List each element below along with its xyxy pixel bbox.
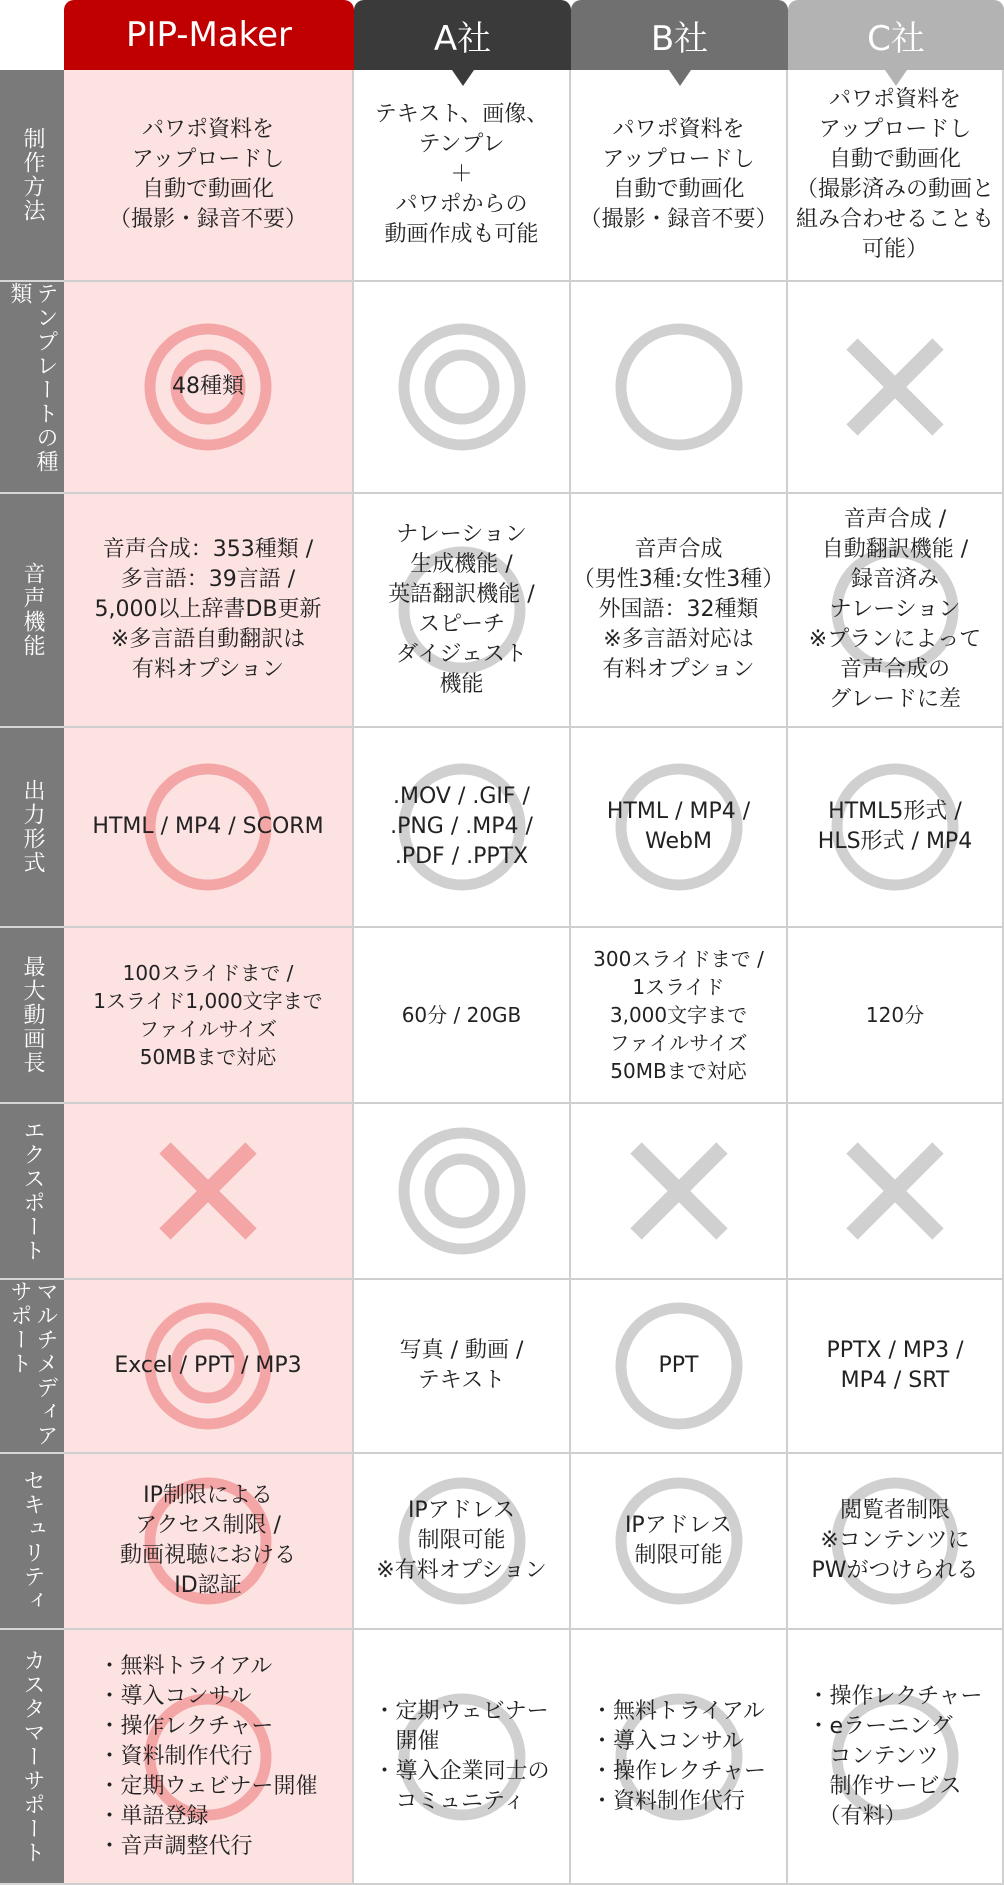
- row-label-text: 音声機能: [20, 562, 45, 658]
- cell-b: [571, 494, 788, 728]
- cell-text: ・無料トライアル ・導入コンサル ・操作レクチャー ・資料制作代行 ・定期ウェビナー開催 ・単語登録 ・音声調整代行: [98, 1653, 318, 1859]
- cell-text: 100スライドまで / 1スライド1,000文字まで ファイルサイズ 50MBまで対応: [93, 961, 323, 1069]
- cross-icon: [830, 1126, 960, 1256]
- double-circle-icon: [397, 322, 527, 452]
- header-pip-maker: [64, 0, 354, 70]
- cell-text: HTML / MP4 / WebM: [606, 799, 751, 854]
- header-label: A社: [433, 18, 492, 59]
- cell-a: [354, 1104, 571, 1280]
- cell-text: パワポ資料を アップロードし 自動で動画化 （撮影・録音不要）: [579, 117, 778, 232]
- cell-b: [571, 728, 788, 928]
- cell-text: 音声合成 / 自動翻訳機能 / 録音済み ナレーション ※プランによって 音声合成の グレードに差: [808, 507, 982, 712]
- cell-b: [571, 70, 788, 282]
- cell-a: [354, 70, 571, 282]
- cell-text: IPアドレス 制限可能 ※有料オプション: [376, 1498, 547, 1583]
- double-circle-icon: [397, 1126, 527, 1256]
- row-label-text: 出力形式: [20, 779, 45, 875]
- cell-text: テキスト、画像、 テンプレ ＋ パワポからの 動画作成も可能: [374, 102, 549, 247]
- row-label-text: 制作方法: [20, 127, 45, 223]
- circle-icon: [614, 322, 744, 452]
- cell-text: ナレーション 生成機能 / 英語翻訳機能 / スピーチ ダイジェスト 機能: [388, 522, 535, 697]
- cell-text: 写真 / 動画 / テキスト: [399, 1338, 524, 1393]
- row-label: [0, 494, 64, 728]
- cell-text: 音声合成 （男性3種:女性3種） 外国語：32種類 ※多言語対応は 有料オプション: [572, 537, 785, 682]
- row-label-text: カスタマーサポート: [20, 1648, 45, 1865]
- cell-text: 音声合成：353種類 / 多言語：39言語 / 5,000以上辞書DB更新 ※多言語自動翻訳は 有料オプション: [94, 537, 322, 682]
- cell-text: .MOV / .GIF / .PNG / .MP4 / .PDF / .PPTX: [390, 784, 533, 869]
- row-label: [0, 1454, 64, 1630]
- row-label-text: テンプレートの種類: [7, 282, 58, 474]
- header-label: PIP-Maker: [125, 15, 293, 55]
- row-label: [0, 728, 64, 928]
- cell-c: [788, 494, 1004, 728]
- cell-text: 60分 / 20GB: [401, 1003, 522, 1027]
- cell-pip: [64, 1104, 354, 1280]
- row-label: [0, 70, 64, 282]
- cell-text: Excel / PPT / MP3: [114, 1353, 302, 1378]
- header-company-c: [788, 0, 1004, 70]
- row-label-text: エクスポート: [20, 1119, 45, 1263]
- row-label: [0, 1630, 64, 1885]
- cell-b: [571, 928, 788, 1104]
- cell-a: [354, 728, 571, 928]
- cell-text: IPアドレス 制限可能: [624, 1513, 733, 1568]
- cell-text: PPTX / MP3 / MP4 / SRT: [826, 1338, 964, 1393]
- cross-icon: [830, 322, 960, 452]
- cell-text: ・定期ウェビナー 開催 ・導入企業同士の コミュニティ: [373, 1698, 550, 1814]
- cell-pip: [64, 494, 354, 728]
- cell-c: [788, 928, 1004, 1104]
- cross-icon: [614, 1126, 744, 1256]
- cell-a: [354, 928, 571, 1104]
- cell-b: [571, 1104, 788, 1280]
- cell-a: [354, 1454, 571, 1630]
- cell-c: [788, 1630, 1004, 1885]
- cell-text: ・無料トライアル ・導入コンサル ・操作レクチャー ・資料制作代行: [591, 1698, 766, 1814]
- cross-icon: [143, 1126, 273, 1256]
- header-company-b: [571, 0, 788, 70]
- cell-pip: [64, 70, 354, 282]
- cell-text: パワポ資料を アップロードし 自動で動画化 （撮影・録音不要）: [108, 117, 307, 232]
- cell-c: [788, 70, 1004, 282]
- cell-text: パワポ資料を アップロードし 自動で動画化 （撮影済みの動画と 組み合わせることも 可能）: [795, 87, 994, 262]
- cell-pip: [64, 282, 354, 494]
- row-label: [0, 1104, 64, 1280]
- cell-text: HTML5形式 / HLS形式 / MP4: [817, 799, 973, 854]
- cell-a: [354, 282, 571, 494]
- cell-c: [788, 282, 1004, 494]
- cell-text: 閲覧者制限 ※コンテンツに PWがつけられる: [811, 1498, 979, 1583]
- cell-text: 48種類: [172, 374, 244, 399]
- cell-a: [354, 1280, 571, 1454]
- row-label: [0, 1280, 64, 1454]
- cell-text: PPT: [658, 1353, 699, 1378]
- cell-text: ・操作レクチャー ・eラーニング コンテンツ 制作サービス （有料）: [807, 1683, 983, 1829]
- cell-a: [354, 494, 571, 728]
- cell-pip: [64, 728, 354, 928]
- cell-text: IP制限による アクセス制限 / 動画視聴における ID認証: [119, 1483, 296, 1598]
- cell-b: [571, 1630, 788, 1885]
- row-label: [0, 282, 64, 494]
- header-company-a: [354, 0, 571, 70]
- cell-pip: [64, 1280, 354, 1454]
- header-label: B社: [650, 18, 709, 59]
- cell-text: 120分: [865, 1003, 925, 1027]
- cell-pip: [64, 1630, 354, 1885]
- cell-b: [571, 282, 788, 494]
- cell-c: [788, 1104, 1004, 1280]
- cell-c: [788, 728, 1004, 928]
- cell-a: [354, 1630, 571, 1885]
- cell-text: 300スライドまで / 1スライド 3,000文字まで ファイルサイズ 50MBまで対応: [593, 947, 764, 1083]
- header-label: C社: [867, 18, 925, 59]
- cell-pip: [64, 928, 354, 1104]
- row-label-text: セキュリティ: [20, 1469, 45, 1613]
- cell-b: [571, 1454, 788, 1630]
- cell-b: [571, 1280, 788, 1454]
- row-label-text: 最大動画長: [20, 955, 45, 1075]
- row-label: [0, 928, 64, 1104]
- cell-c: [788, 1454, 1004, 1630]
- cell-pip: [64, 1454, 354, 1630]
- cell-c: [788, 1280, 1004, 1454]
- cell-text: HTML / MP4 / SCORM: [92, 814, 324, 839]
- row-label-text: マルチメディアサポート: [7, 1280, 58, 1448]
